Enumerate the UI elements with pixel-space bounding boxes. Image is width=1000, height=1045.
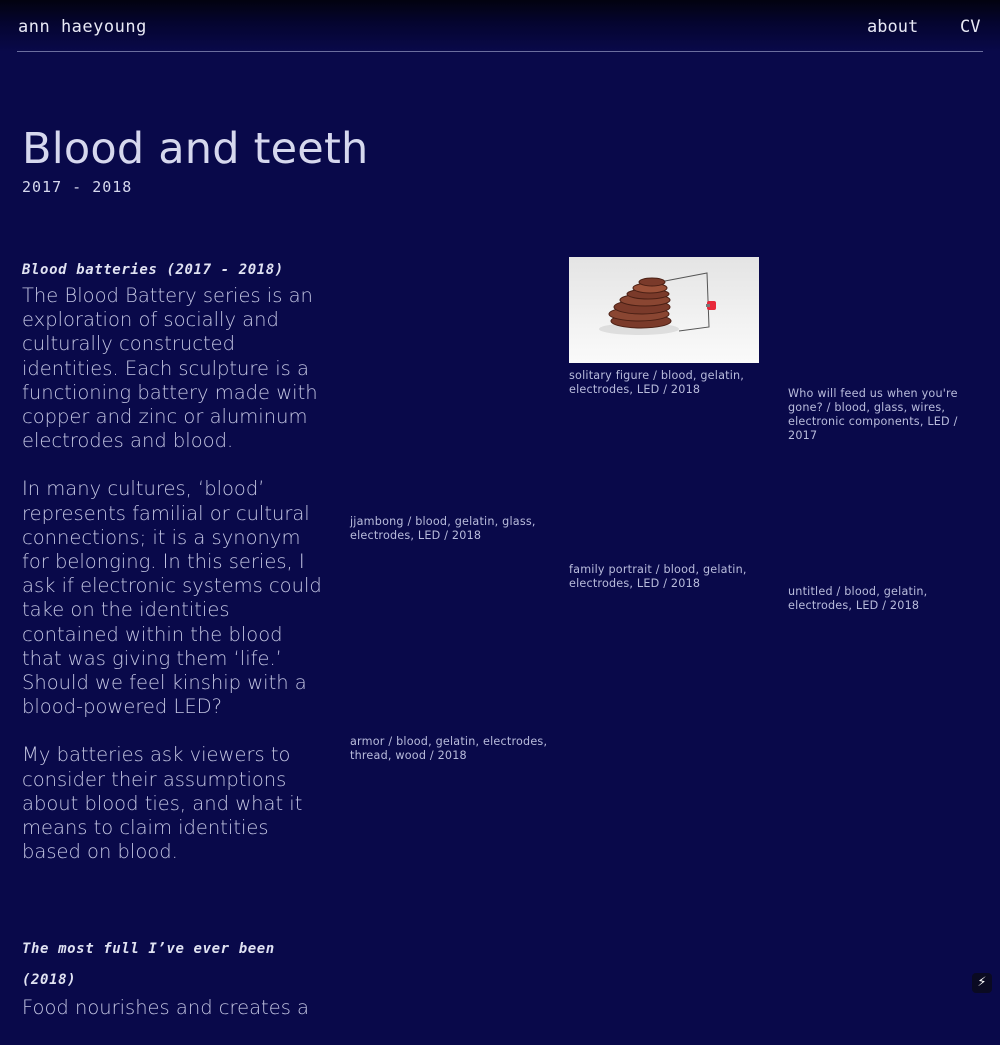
artwork-caption: family portrait / blood, gelatin, electrodes, LED / 2018 <box>569 563 747 590</box>
section-paragraph: Food nourishes and creates a <box>22 996 310 1020</box>
artwork-caption: armor / blood, gelatin, electrodes, thread, wood / 2018 <box>350 735 548 762</box>
nav-about-link[interactable]: about <box>867 17 919 37</box>
lightning-icon[interactable]: ⚡ <box>972 973 992 993</box>
section-title: Blood batteries (2017 - 2018) <box>22 262 284 278</box>
artwork-caption: Who will feed us when you're gone? / blood, glass, wires, electronic components, LED / 2017 <box>788 387 958 442</box>
blood-battery-sculpture-image <box>569 257 759 363</box>
site-name-link[interactable]: ann haeyoung <box>18 17 147 37</box>
nav-cv-link[interactable]: CV <box>960 17 981 37</box>
section-title: The most full I’ve ever been (2018) <box>22 941 275 989</box>
section-paragraph: My batteries ask viewers to consider their assumptions about blood ties, and what it means to claim identities based on blood. <box>22 743 303 864</box>
section-paragraph: In many cultures, ‘blood’ represents familial or cultural connections; it is a synonym for belonging. In this series, I ask if electronic systems could take on the identities contained within the blood that was giving them ‘life.’ Should we feel kinship with a blood-powered LED? <box>22 477 322 719</box>
page-title: Blood and teeth <box>22 124 369 174</box>
artwork-caption: untitled / blood, gelatin, electrodes, LED / 2018 <box>788 585 928 612</box>
project-text-column <box>22 262 327 1045</box>
page-dates: 2017 - 2018 <box>22 178 133 196</box>
artwork-caption: jjambong / blood, gelatin, glass, electrodes, LED / 2018 <box>350 515 536 542</box>
section-spacer <box>22 888 327 934</box>
artwork-caption: solitary figure / blood, gelatin, electrodes, LED / 2018 <box>569 369 745 396</box>
artwork-image-solitary-figure[interactable] <box>569 257 759 363</box>
section-paragraph: The Blood Battery series is an exploration of socially and culturally constructed identities. Each sculpture is a functioning battery made with copper and zinc or aluminum electrodes and blood. <box>22 284 318 453</box>
header-divider <box>17 51 983 52</box>
site-header <box>0 0 1000 52</box>
